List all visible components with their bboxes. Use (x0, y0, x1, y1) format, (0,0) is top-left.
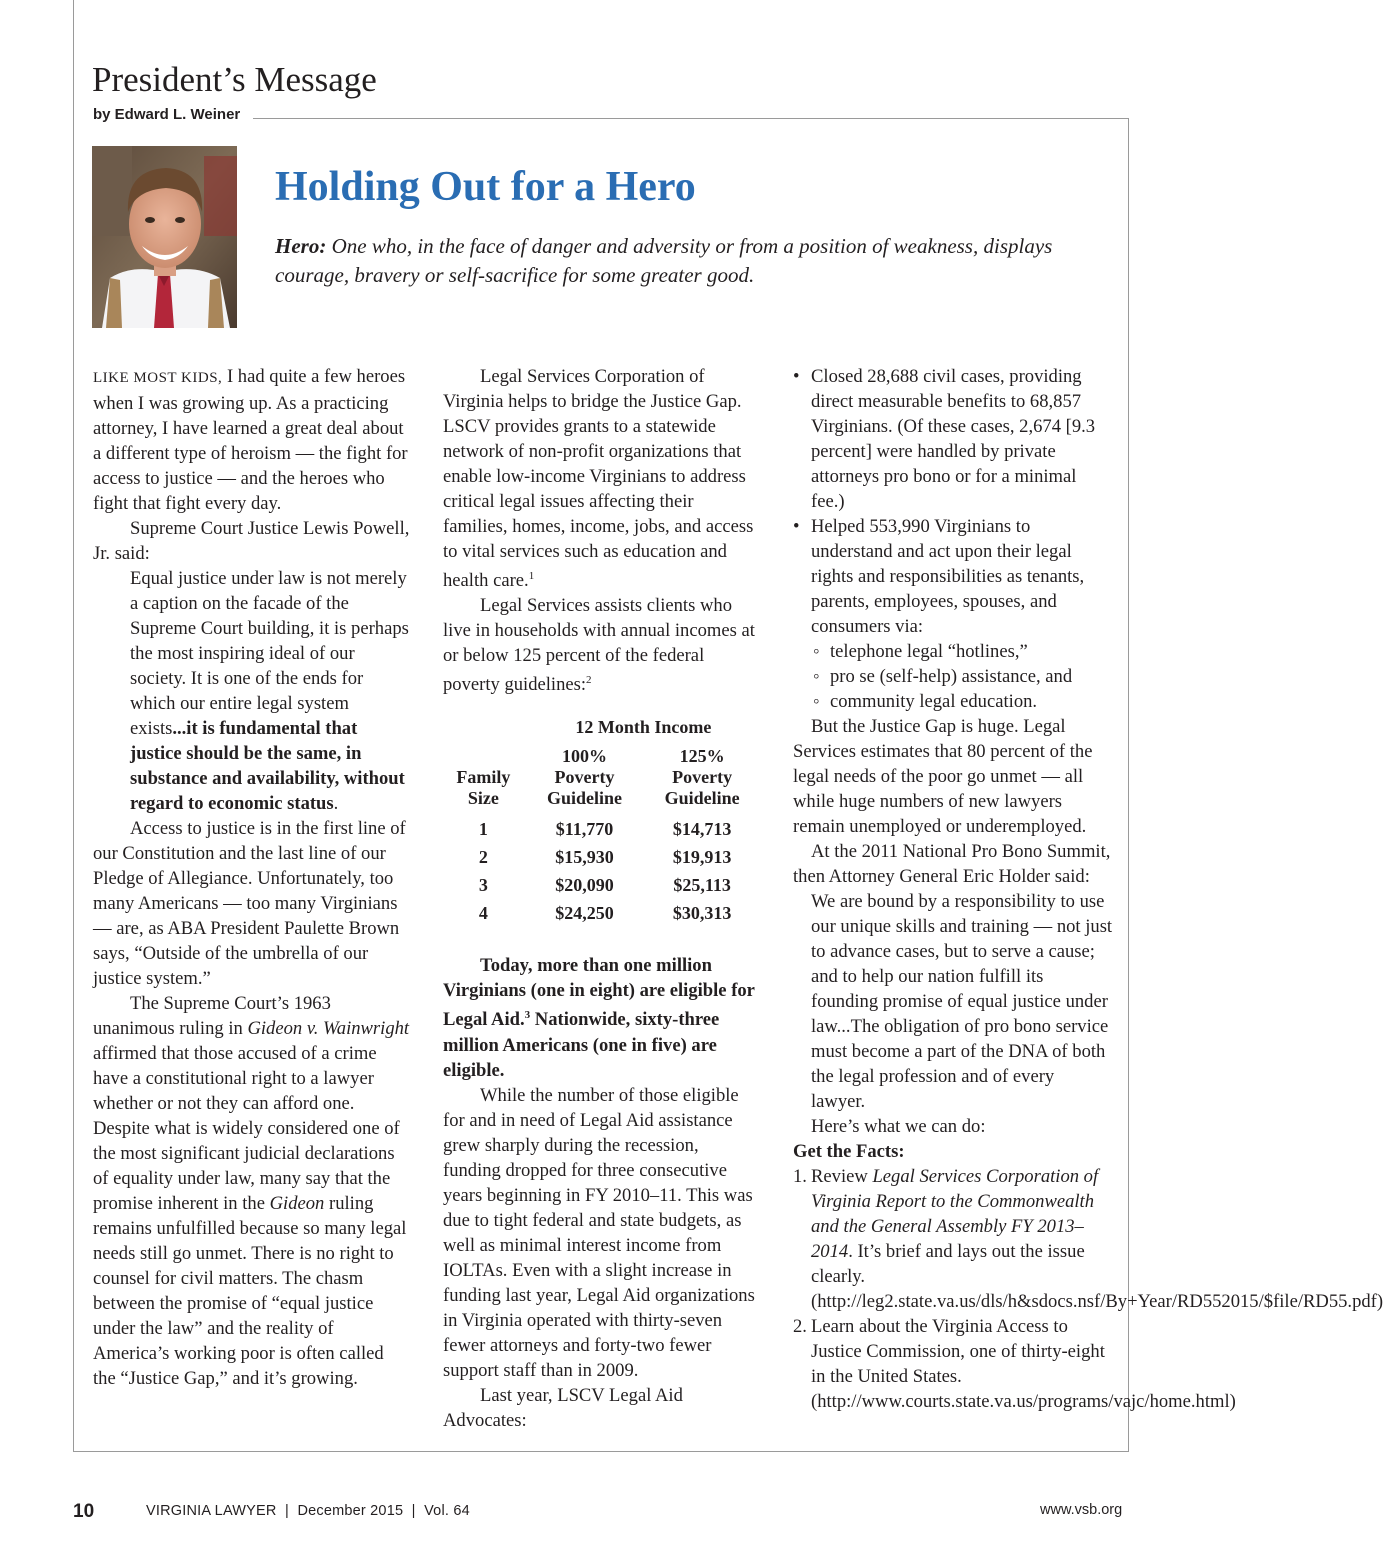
header-125-a: 125% (679, 746, 725, 767)
byline: by Edward L. Weiner (93, 106, 241, 123)
publication-info: VIRGINIA LAWYER | December 2015 | Vol. 64 (146, 1503, 470, 1519)
paragraph-justice-gap: But the Justice Gap is huge. Legal Services estimates that 80 percent of the legal needs of the poor go unmet — all while huge numbers of new lawyers remain unemployed or underemployed. (793, 716, 1093, 837)
header-family-size (441, 746, 526, 815)
gideon-name: Gideon (269, 1193, 325, 1214)
gideon-text-b: affirmed that those accused of a crime have a constitutional right to a lawyer whether or not they can afford one. Despite what is widely considered one of the most significant judicial declarations of equality under law, many say that the promise inherent in the (93, 1043, 400, 1214)
cell-100: $11,770 (555, 819, 614, 840)
website-url[interactable]: www.vsb.org (1040, 1502, 1123, 1518)
table-row (441, 871, 761, 899)
list-item (793, 1314, 1236, 1414)
assists-text: Legal Services assists clients who live in households with annual incomes at or below 125 percent of the federal poverty guidelines: (443, 595, 755, 696)
paragraph-powell: Supreme Court Justice Lewis Powell, Jr. said: (93, 518, 410, 564)
left-rule (73, 0, 74, 1451)
eligible-text-b: Nationwide, sixty-three million Americans (one in five) are eligible. (443, 1009, 720, 1081)
quote-plain: Equal justice under law is not merely a caption on the facade of the Supreme Court building, it is perhaps the most inspiring ideal of our society. It is one of the ends for which our entire legal system exists (130, 568, 409, 739)
header-100-c: Guideline (547, 788, 623, 809)
paragraph-funding: While the number of those eligible for and in need of Legal Aid assistance grew sharply during the recession, funding dropped for three consecutive years beginning in FY 2010–11. This was due to tight federal and state budgets, as well as minimal interest income from IOLTAs. Even with a slight increase in funding last year, Legal Aid organizations in Virginia operated with thirty-seven fewer attorneys and forty-two fewer support staff than in 2009. (443, 1084, 755, 1381)
definition-text: One who, in the face of danger and adversity or from a position of weakness, displays courage, bravery or self-sacrifice for some greater good. (275, 234, 1053, 287)
frame-right-rule (1128, 118, 1129, 1452)
column-2 (443, 364, 761, 1433)
hero-definition (275, 232, 1075, 290)
table-row (441, 899, 761, 927)
sub-list-item: ◦ pro se (self-help) assistance, and (793, 664, 1113, 689)
item-number: 1. (793, 1166, 807, 1187)
paragraph-gideon (93, 991, 411, 1391)
quote-end: . (333, 793, 339, 814)
sub-list-item: ◦ community legal education. (793, 689, 1113, 714)
table-caption: 12 Month Income (575, 717, 712, 738)
cell-125: $30,313 (672, 903, 732, 924)
paragraph-holder: At the 2011 National Pro Bono Summit, then Attorney General Eric Holder said: (793, 841, 1111, 887)
portrait-image (92, 146, 237, 328)
paragraph-assists (443, 593, 761, 697)
definition-term: Hero: (275, 234, 327, 258)
intro-smallcaps: LIKE MOST KIDS, (93, 370, 223, 386)
section-title: President’s Message (92, 60, 377, 99)
paragraph-access: Access to justice is in the first line of our Constitution and the last line of our Pledge of Allegiance. Unfortunately, too many Americans — too many Virginians — are, as ABA President Paulette Brown says, “Outside of the umbrella of our justice system.” (93, 818, 406, 989)
header-family-b: Size (467, 788, 499, 809)
column-3 (793, 364, 1383, 1414)
sub-list-item: ◦ telephone legal “hotlines,” (793, 639, 1113, 664)
cell-100: $15,930 (555, 847, 614, 868)
list-item (793, 1164, 1383, 1314)
cell-size: 4 (478, 903, 488, 924)
paragraph-eligible (443, 953, 761, 1082)
paragraph-advocates: Last year, LSCV Legal Aid Advocates: (443, 1384, 683, 1431)
header-125-b: Poverty (672, 767, 733, 788)
eligible-text-a: Today, more than one million Virginians (one in eight) are eligible for Legal Aid. (443, 955, 755, 1031)
item2-text: Learn about the Virginia Access to Justice Commission, one of thirty-eight in the United States. (http://www.courts.state.va.us/programs/vajc/home.html) (811, 1316, 1236, 1412)
header-125-c: Guideline (664, 788, 740, 809)
cell-125: $19,913 (672, 847, 732, 868)
intro-text: I had quite a few heroes when I was growing up. As a practicing attorney, I have learned a great deal about a different type of heroism — the fight for access to justice — and the heroes who fight that fight every day. (93, 366, 408, 514)
paragraph-intro (93, 364, 411, 516)
lscv-text: Legal Services Corporation of Virginia helps to bridge the Justice Gap. LSCV provides grants to a statewide network of non-profit organizations that enable low-income Virginians to address critical legal issues affecting their families, homes, income, jobs, and access to vital services such as education and health care. (443, 366, 754, 592)
footnote-1: 1 (528, 570, 535, 582)
author-portrait (92, 146, 237, 328)
facts-heading: Get the Facts: (793, 1141, 905, 1162)
cell-100: $24,250 (555, 903, 614, 924)
powell-quote (93, 566, 411, 816)
column-1 (93, 364, 411, 1391)
paragraph-what-we-can-do: Here’s what we can do: (811, 1116, 986, 1137)
cell-size: 2 (478, 847, 488, 868)
gideon-text-a: The Supreme Court’s 1963 unanimous ruling in (93, 993, 331, 1039)
header-100-percent (526, 746, 644, 815)
income-table (441, 717, 761, 927)
page-number: 10 (73, 1501, 95, 1522)
gideon-text-c: ruling remains unfulfilled because so many legal needs still go unmet. There is no right to counsel for civil matters. The chasm between the promise of “equal justice under the law” and the reality of America’s working poor is often called the “Justice Gap,” and it’s growing. (93, 1193, 407, 1389)
paragraph-lscv (443, 364, 761, 593)
footnote-2: 2 (586, 674, 592, 687)
cell-125: $14,713 (672, 819, 732, 840)
footnote-3: 3 (524, 1009, 531, 1022)
cell-size: 3 (478, 875, 488, 896)
cell-100: $20,090 (555, 875, 614, 896)
header-family-a: Family (456, 767, 511, 788)
gideon-case: Gideon v. Wainwright (247, 1018, 410, 1039)
table-row (441, 843, 761, 871)
article-title: Holding Out for a Hero (275, 164, 696, 210)
quote-bold: ...it is fundamental that justice should be the same, in substance and availability, without regard to economic status (130, 718, 405, 814)
holder-quote: We are bound by a responsibility to use our unique skills and training — not just to advance cases, but to serve a cause; and to help our nation fulfill its founding promise of equal justice under law...The obligation of pro bono service must become a part of the DNA of both the legal profession and of every lawyer. (811, 891, 1113, 1112)
item1-report-title: Legal Services Corporation of Virginia Report to the Commonwealth and the General Assembly FY 2013–2014 (811, 1166, 1099, 1262)
list-item: • Closed 28,688 civil cases, providing direct measurable benefits to 68,857 Virginians. (Of these cases, 2,674 [9.3 percent] were handled by private attorneys pro bono or for a minimal fee.) (793, 364, 1113, 514)
frame-bottom-rule (73, 1451, 1129, 1452)
cell-size: 1 (478, 819, 488, 840)
header-100-b: Poverty (554, 767, 615, 788)
frame-top-rule (253, 118, 1129, 119)
table-row (441, 815, 761, 843)
item1-text-a: Review (811, 1166, 873, 1187)
header-125-percent (643, 746, 761, 815)
item1-text-b: . It’s brief and lays out the issue clearly. (http://leg2.state.va.us/dls/h&sdocs.nsf/By+Year/RD552015/$file/RD55.pdf) (811, 1241, 1383, 1312)
list-item: • Helped 553,990 Virginians to understand and act upon their legal rights and responsibilities as tenants, parents, employees, spouses, and consumers via: (793, 514, 1113, 639)
cell-125: $25,113 (673, 875, 731, 896)
header-100-a: 100% (562, 746, 607, 767)
item-number: 2. (793, 1316, 807, 1337)
